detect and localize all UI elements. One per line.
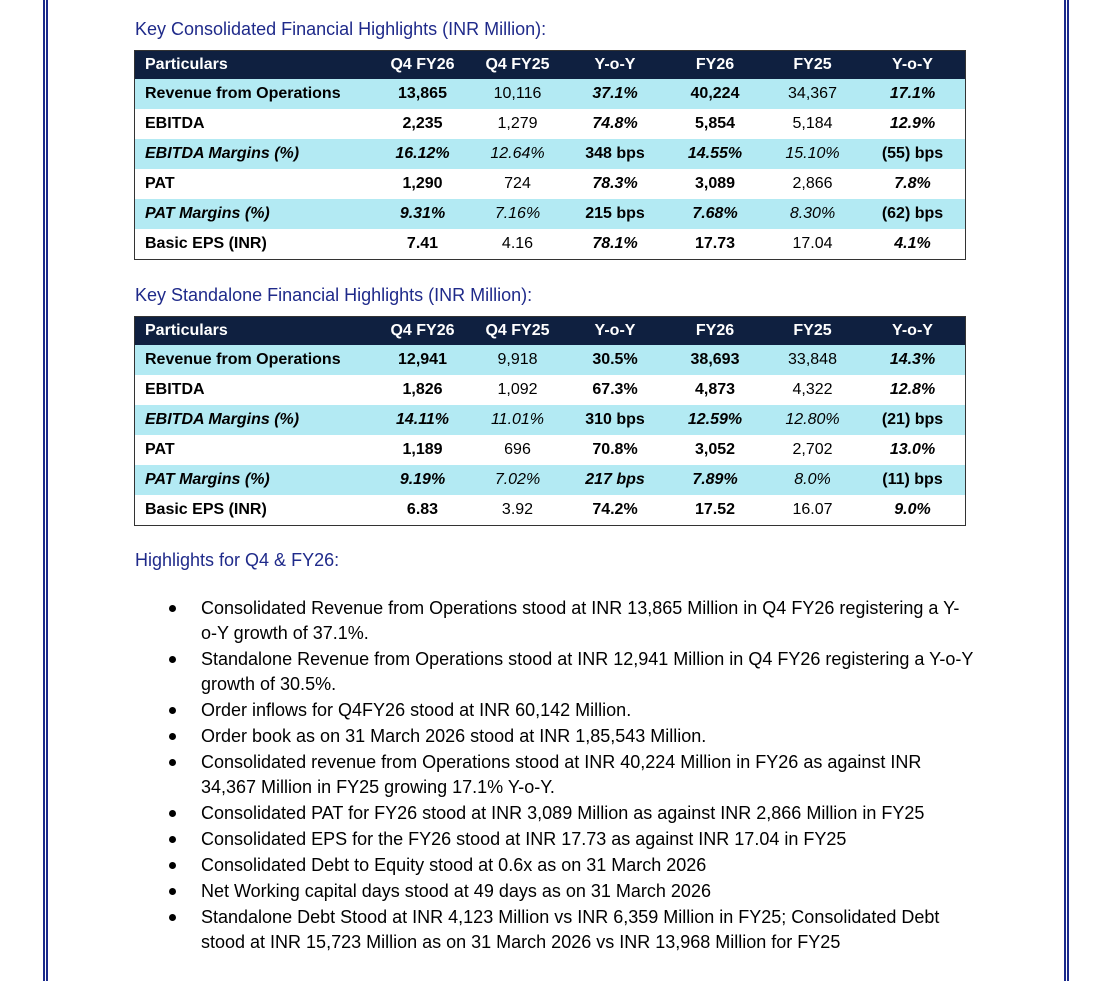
row-label-cell: Revenue from Operations	[135, 79, 376, 109]
list-item-text: Consolidated Revenue from Operations stood at INR 13,865 Million in Q4 FY26 registering a Y-o-Y growth of 37.1%.	[201, 598, 960, 643]
highlights-title: Highlights for Q4 & FY26:	[135, 550, 340, 570]
value-cell: 38,693	[665, 345, 765, 375]
value-cell: 8.0%	[765, 465, 860, 495]
value-cell: 67.3%	[592, 381, 638, 398]
value-cell: 74.2%	[592, 501, 638, 518]
value-cell: 4,873	[694, 381, 736, 398]
bullet-icon	[169, 733, 176, 740]
header-cell: Particulars	[135, 51, 376, 80]
list-item-text: Order book as on 31 March 2026 stood at INR 1,85,543 Million.	[201, 726, 707, 746]
value-cell: 696	[504, 441, 531, 458]
list-item-text: Consolidated EPS for the FY26 stood at INR 17.73 as against INR 17.04 in FY25	[201, 829, 847, 849]
bullet-icon	[169, 707, 176, 714]
highlights-list	[165, 596, 975, 956]
bullet-icon	[169, 656, 176, 663]
list-item-text: Consolidated PAT for FY26 stood at INR 3,089 Million as against INR 2,866 Million in FY25	[201, 803, 925, 823]
value-cell: 17.04	[792, 235, 833, 252]
list-item-text: Consolidated Debt to Equity stood at 0.6x as on 31 March 2026	[201, 855, 707, 875]
standalone-title: Key Standalone Financial Highlights (INR Million):	[135, 285, 533, 305]
value-cell: 348 bps	[565, 139, 665, 169]
header-cell: Q4 FY26	[375, 51, 470, 80]
value-cell: 7.8%	[894, 175, 931, 192]
table-header-row	[135, 317, 966, 346]
list-item	[165, 905, 975, 955]
bullet-icon	[169, 862, 176, 869]
table-row	[135, 79, 966, 109]
value-cell: 5,854	[694, 115, 736, 132]
table-row	[135, 435, 966, 465]
value-cell: 12.9%	[889, 115, 936, 132]
value-cell: 12.8%	[889, 381, 936, 398]
consolidated-table	[134, 50, 966, 260]
value-cell: 9,918	[470, 345, 565, 375]
value-cell: 9.19%	[375, 465, 470, 495]
table-row	[135, 405, 966, 435]
value-cell: 2,235	[402, 115, 443, 132]
header-cell: Q4 FY25	[470, 317, 565, 346]
value-cell: 4.1%	[894, 235, 931, 252]
list-item-text: Standalone Revenue from Operations stood at INR 12,941 Million in Q4 FY26 registering a Y-o-Y growth of 30.5%.	[201, 649, 974, 694]
value-cell: 4,322	[792, 381, 833, 398]
list-item	[165, 647, 975, 697]
value-cell: 1,826	[402, 381, 443, 398]
table-header-row	[135, 51, 966, 80]
value-cell: 217 bps	[565, 465, 665, 495]
value-cell: 3,052	[694, 441, 736, 458]
table-row	[135, 169, 966, 199]
list-item	[165, 698, 975, 723]
row-label-cell: Revenue from Operations	[135, 345, 376, 375]
value-cell: 9.31%	[375, 199, 470, 229]
bullet-icon	[169, 759, 176, 766]
header-cell: Y-o-Y	[860, 317, 966, 346]
table-row	[135, 495, 966, 526]
table-row	[135, 199, 966, 229]
header-cell: FY25	[765, 317, 860, 346]
table-row	[135, 465, 966, 495]
row-label-cell: EBITDA Margins (%)	[135, 139, 376, 169]
value-cell: 7.02%	[470, 465, 565, 495]
bullet-icon	[169, 810, 176, 817]
standalone-table	[134, 316, 966, 526]
value-cell: 17.52	[694, 501, 736, 518]
list-item	[165, 750, 975, 800]
value-cell: 70.8%	[592, 441, 638, 458]
value-cell: 13,865	[375, 79, 470, 109]
header-cell: Q4 FY25	[470, 51, 565, 80]
table-row	[135, 375, 966, 405]
value-cell: 78.3%	[592, 175, 638, 192]
value-cell: 3,089	[694, 175, 736, 192]
value-cell: 78.1%	[592, 235, 638, 252]
value-cell: (55) bps	[860, 139, 966, 169]
value-cell: 310 bps	[565, 405, 665, 435]
row-label-cell: PAT Margins (%)	[135, 199, 376, 229]
row-label-cell: EBITDA	[145, 381, 205, 398]
row-label-cell: EBITDA Margins (%)	[135, 405, 376, 435]
value-cell: 4.16	[501, 235, 534, 252]
bullet-icon	[169, 888, 176, 895]
value-cell: 12.59%	[665, 405, 765, 435]
value-cell: 7.16%	[470, 199, 565, 229]
row-label-cell: PAT	[145, 441, 175, 458]
list-item	[165, 827, 975, 852]
table-row	[135, 139, 966, 169]
value-cell: 215 bps	[565, 199, 665, 229]
value-cell: 7.89%	[665, 465, 765, 495]
value-cell: 30.5%	[565, 345, 665, 375]
value-cell: 7.68%	[665, 199, 765, 229]
value-cell: 13.0%	[889, 441, 936, 458]
header-cell: Q4 FY26	[375, 317, 470, 346]
page-border-right	[1064, 0, 1069, 981]
header-cell: Particulars	[135, 317, 376, 346]
value-cell: 14.55%	[665, 139, 765, 169]
value-cell: 8.30%	[765, 199, 860, 229]
value-cell: 724	[504, 175, 531, 192]
table-row	[135, 229, 966, 260]
header-cell: Y-o-Y	[860, 51, 966, 80]
header-cell: Y-o-Y	[565, 317, 665, 346]
table-row	[135, 109, 966, 139]
list-item-text: Standalone Debt Stood at INR 4,123 Million vs INR 6,359 Million in FY25; Consolidated Debt stood at INR 15,723 Million as on 31 March 2026 vs INR 13,968 Million for FY25	[201, 907, 940, 952]
bullet-icon	[169, 836, 176, 843]
value-cell: 1,092	[497, 381, 538, 398]
value-cell: 7.41	[406, 235, 439, 252]
value-cell: 17.73	[694, 235, 736, 252]
bullet-icon	[169, 605, 176, 612]
value-cell: 2,702	[792, 441, 833, 458]
value-cell: 1,279	[497, 115, 538, 132]
value-cell: 34,367	[765, 79, 860, 109]
list-item-text: Order inflows for Q4FY26 stood at INR 60,142 Million.	[201, 700, 632, 720]
value-cell: (21) bps	[860, 405, 966, 435]
value-cell: 14.11%	[375, 405, 470, 435]
list-item	[165, 853, 975, 878]
row-label-cell: Basic EPS (INR)	[145, 235, 267, 252]
row-label-cell: PAT Margins (%)	[135, 465, 376, 495]
value-cell: 12,941	[375, 345, 470, 375]
list-item	[165, 801, 975, 826]
list-item	[165, 879, 975, 904]
value-cell: 33,848	[765, 345, 860, 375]
value-cell: 6.83	[406, 501, 439, 518]
value-cell: 10,116	[470, 79, 565, 109]
value-cell: 3.92	[501, 501, 534, 518]
header-cell: Y-o-Y	[565, 51, 665, 80]
value-cell: 11.01%	[470, 405, 565, 435]
value-cell: (11) bps	[860, 465, 966, 495]
list-item-text: Net Working capital days stood at 49 days as on 31 March 2026	[201, 881, 711, 901]
list-item	[165, 596, 975, 646]
value-cell: 12.80%	[765, 405, 860, 435]
list-item-text: Consolidated revenue from Operations stood at INR 40,224 Million in FY26 as against INR 34,367 Million in FY25 growing 17.1% Y-o-Y.	[201, 752, 922, 797]
value-cell: 1,189	[402, 441, 443, 458]
value-cell: 1,290	[402, 175, 443, 192]
header-cell: FY26	[665, 51, 765, 80]
bullet-icon	[169, 914, 176, 921]
list-item	[165, 724, 975, 749]
consolidated-title: Key Consolidated Financial Highlights (INR Million):	[135, 19, 547, 39]
row-label-cell: EBITDA	[145, 115, 205, 132]
header-cell: FY25	[765, 51, 860, 80]
value-cell: 16.07	[792, 501, 833, 518]
value-cell: 16.12%	[375, 139, 470, 169]
value-cell: 2,866	[792, 175, 833, 192]
value-cell: 5,184	[792, 115, 833, 132]
row-label-cell: PAT	[145, 175, 175, 192]
header-cell: FY26	[665, 317, 765, 346]
value-cell: 17.1%	[860, 79, 966, 109]
value-cell: (62) bps	[860, 199, 966, 229]
page-border-left	[43, 0, 48, 981]
value-cell: 12.64%	[470, 139, 565, 169]
value-cell: 40,224	[665, 79, 765, 109]
value-cell: 9.0%	[894, 501, 931, 518]
value-cell: 74.8%	[592, 115, 638, 132]
value-cell: 15.10%	[765, 139, 860, 169]
row-label-cell: Basic EPS (INR)	[145, 501, 267, 518]
value-cell: 37.1%	[565, 79, 665, 109]
value-cell: 14.3%	[860, 345, 966, 375]
table-row	[135, 345, 966, 375]
